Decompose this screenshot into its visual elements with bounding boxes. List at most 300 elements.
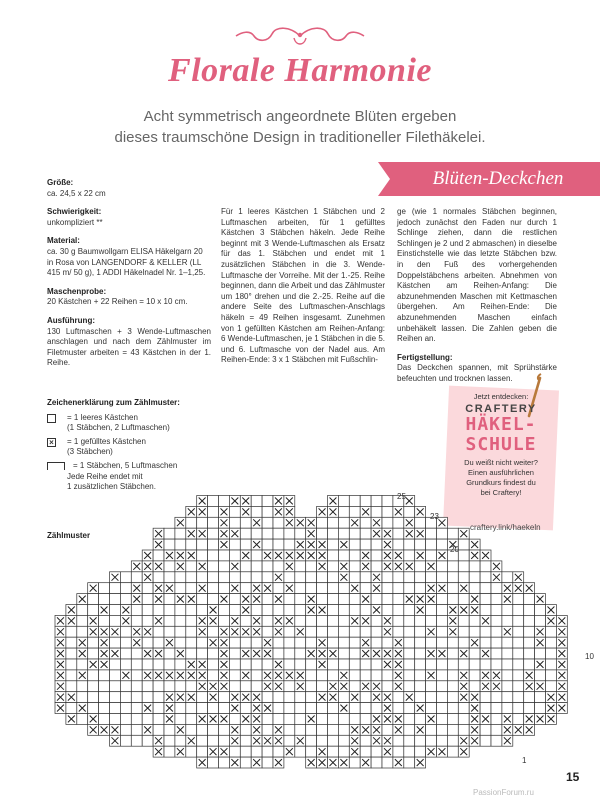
chart-cell xyxy=(306,572,317,583)
chart-cell xyxy=(437,659,448,670)
chart-cell xyxy=(480,572,491,583)
chart-cell xyxy=(524,626,535,637)
chart-cell xyxy=(88,648,99,659)
chart-cell xyxy=(175,572,186,583)
chart-cell xyxy=(88,681,99,692)
chart-cell xyxy=(186,615,197,626)
chart-cell xyxy=(360,528,371,539)
chart-cell xyxy=(371,703,382,714)
chart-cell xyxy=(262,615,273,626)
chart-cell xyxy=(349,528,360,539)
chart-cell xyxy=(306,703,317,714)
chart-cell xyxy=(208,496,219,507)
chart-cell xyxy=(382,605,393,616)
promo-text-3: Grundkurs findest du xyxy=(466,478,536,487)
chart-cell xyxy=(513,714,524,725)
chart-cell xyxy=(240,539,251,550)
chart-cell xyxy=(426,605,437,616)
chart-cell xyxy=(295,605,306,616)
legend-arch-text: = 1 Stäbchen, 5 Luftmaschen xyxy=(73,460,178,470)
chart-cell xyxy=(240,757,251,768)
chart-cell xyxy=(317,670,328,681)
chart-cell xyxy=(502,572,513,583)
chart-cell xyxy=(404,539,415,550)
chart-cell xyxy=(153,703,164,714)
chart-cell xyxy=(328,724,339,735)
instructions-value: 130 Luftmaschen + 3 Wende-Luftmaschen anschlagen und nach dem Zählmuster im Filetmuster arbeiten = 43 Kästchen in der 1. Reihe. xyxy=(47,326,211,368)
chart-cell xyxy=(426,735,437,746)
chart-cell xyxy=(219,615,230,626)
chart-label: Zählmuster xyxy=(47,531,91,540)
chart-cell xyxy=(338,615,349,626)
chart-cell xyxy=(240,615,251,626)
chart-cell xyxy=(240,583,251,594)
chart-cell xyxy=(491,626,502,637)
chart-cell xyxy=(131,703,142,714)
chart-cell xyxy=(524,703,535,714)
chart-cell xyxy=(120,714,131,725)
chart-cell xyxy=(382,506,393,517)
chart-cell xyxy=(240,572,251,583)
chart-cell xyxy=(142,583,153,594)
chart-cell xyxy=(240,561,251,572)
chart-cell xyxy=(491,594,502,605)
chart-cell xyxy=(186,583,197,594)
chart-cell xyxy=(262,528,273,539)
chart-cell xyxy=(328,746,339,757)
chart-cell xyxy=(306,637,317,648)
chart-cell xyxy=(164,594,175,605)
chart-cell xyxy=(120,703,131,714)
chart-cell xyxy=(502,637,513,648)
chart-cell xyxy=(317,594,328,605)
chart-cell xyxy=(208,517,219,528)
chart-cell xyxy=(273,539,284,550)
chart-cell xyxy=(164,746,175,757)
chart-cell xyxy=(251,605,262,616)
chart-cell xyxy=(219,757,230,768)
chart-cell xyxy=(110,637,121,648)
chart-cell xyxy=(502,703,513,714)
chart-cell xyxy=(360,605,371,616)
chart-cell xyxy=(131,659,142,670)
chart-cell xyxy=(371,670,382,681)
material-value: ca. 30 g Baumwollgarn ELISA Häkelgarn 20 in Rosa von LANGENDORF & KELLER (LL 415 m/ 50 g), 1 ADDI Häkelnadel Nr. 1–1,25. xyxy=(47,246,206,278)
chart-cell xyxy=(426,692,437,703)
chart-cell xyxy=(142,714,153,725)
chart-cell xyxy=(262,659,273,670)
chart-cell xyxy=(393,626,404,637)
chart-cell xyxy=(480,637,491,648)
chart-cell xyxy=(120,648,131,659)
chart-cell xyxy=(306,561,317,572)
chart-cell xyxy=(120,626,131,637)
chart-cell xyxy=(284,626,295,637)
chart-cell xyxy=(328,735,339,746)
chart-cell xyxy=(371,626,382,637)
chart-cell xyxy=(338,517,349,528)
chart-cell xyxy=(447,681,458,692)
chart-cell xyxy=(437,724,448,735)
chart-cell xyxy=(142,594,153,605)
chart-cell xyxy=(458,724,469,735)
chart-cell xyxy=(328,714,339,725)
chart-cell xyxy=(164,681,175,692)
chart-cell xyxy=(164,561,175,572)
chart-cell xyxy=(273,517,284,528)
chart-cell xyxy=(393,539,404,550)
chart-cell xyxy=(513,659,524,670)
chart-cell xyxy=(120,637,131,648)
chart-cell xyxy=(142,637,153,648)
chart-cell xyxy=(240,703,251,714)
chart-cell xyxy=(437,594,448,605)
section-banner-text: Blüten-Deckchen xyxy=(432,168,564,189)
chart-cell xyxy=(186,724,197,735)
chart-cell xyxy=(360,735,371,746)
chart-cell xyxy=(338,724,349,735)
legend-note-1: Jede Reihe endet mit xyxy=(67,471,143,481)
chart-cell xyxy=(175,637,186,648)
chart-cell xyxy=(284,714,295,725)
finishing-value: Das Deckchen spannen, mit Sprühstärke befeuchten und trocknen lassen. xyxy=(397,363,557,383)
chart-cell xyxy=(229,681,240,692)
chart-cell xyxy=(208,528,219,539)
chart-cell xyxy=(142,605,153,616)
chart-cell xyxy=(153,692,164,703)
chart-cell xyxy=(371,637,382,648)
chart-cell xyxy=(273,692,284,703)
chart-cell xyxy=(197,594,208,605)
promo-text-2: Einen ausführlichen xyxy=(468,468,534,477)
chart-cell xyxy=(186,517,197,528)
chart-cell xyxy=(404,757,415,768)
chart-cell xyxy=(371,615,382,626)
chart-cell xyxy=(208,724,219,735)
chart-cell xyxy=(404,550,415,561)
chart-cell xyxy=(262,757,273,768)
chart-cell xyxy=(110,583,121,594)
chart-cell xyxy=(142,735,153,746)
chart-cell xyxy=(131,714,142,725)
chart-cell xyxy=(229,539,240,550)
chart-cell xyxy=(208,550,219,561)
chart-cell xyxy=(513,626,524,637)
chart-cell xyxy=(426,539,437,550)
chart-cell xyxy=(219,692,230,703)
chart-cell xyxy=(328,539,339,550)
chart-cell xyxy=(164,615,175,626)
chart-cell xyxy=(393,517,404,528)
chart-cell xyxy=(437,735,448,746)
chart-cell xyxy=(229,648,240,659)
chart-cell xyxy=(360,746,371,757)
chart-cell xyxy=(251,496,262,507)
chart-cell xyxy=(306,670,317,681)
chart-cell xyxy=(360,539,371,550)
chart-cell xyxy=(251,550,262,561)
chart-cell xyxy=(338,648,349,659)
chart-cell xyxy=(295,659,306,670)
chart-cell xyxy=(99,594,110,605)
chart-cell xyxy=(208,626,219,637)
chart-cell xyxy=(458,539,469,550)
chart-cell xyxy=(338,692,349,703)
chart-cell xyxy=(426,724,437,735)
chart-cell xyxy=(110,615,121,626)
chart-cell xyxy=(208,561,219,572)
chart-cell xyxy=(240,528,251,539)
page-number: 15 xyxy=(566,770,580,784)
chart-cell xyxy=(295,724,306,735)
chart-cell xyxy=(153,605,164,616)
chart-cell xyxy=(469,572,480,583)
legend-title: Zeichenerklärung zum Zählmuster: xyxy=(47,398,180,407)
chart-cell xyxy=(110,605,121,616)
chart-cell xyxy=(284,572,295,583)
chart-cell xyxy=(317,735,328,746)
chart-cell xyxy=(393,572,404,583)
instructions-continued: ge (wie 1 normales Stäbchen beginnen, jedoch zunächst den Faden nur durch 1 Schlinge ziehen, dann die restlichen Schlingen je 2 und 2 abmaschen) in dieselbe Einstichstelle wie das letzte Stäbchen bzw. in den Fuß des vorhergehenden Doppelstäbchens arbeiten. Abnehmen von Kästchen am Reihen-Anfang: Die abzunehmenden Maschen mit Kettmaschen übergehen. Am Reihen-Ende: Die abzunehmenden Maschen einfach unbehäkelt lassen. Die Zahlen geben die Reihen an. xyxy=(397,207,557,344)
chart-cell xyxy=(458,714,469,725)
chart-cell xyxy=(382,572,393,583)
chart-cell xyxy=(229,637,240,648)
chart-cell xyxy=(447,648,458,659)
chart-cell xyxy=(317,583,328,594)
chart-cell xyxy=(142,659,153,670)
chart-cell xyxy=(284,681,295,692)
chart-cell xyxy=(513,681,524,692)
chart-cell xyxy=(142,692,153,703)
chart-cell xyxy=(273,561,284,572)
chart-cell xyxy=(458,550,469,561)
chart-cell xyxy=(513,703,524,714)
chart-cell xyxy=(404,506,415,517)
chart-cell xyxy=(317,517,328,528)
chart-cell xyxy=(120,724,131,735)
chart-cell xyxy=(262,724,273,735)
chart-cell xyxy=(426,572,437,583)
chart-cell xyxy=(415,670,426,681)
chart-cell xyxy=(513,594,524,605)
row-label-10: 10 xyxy=(585,652,594,661)
chart-cell xyxy=(480,626,491,637)
difficulty-value: unkompliziert ** xyxy=(47,217,103,227)
promo-link[interactable]: craftery.link/haekeln xyxy=(470,523,541,532)
chart-cell xyxy=(458,637,469,648)
chart-cell xyxy=(426,637,437,648)
chart-cell xyxy=(284,648,295,659)
chart-cell xyxy=(415,572,426,583)
chart-cell xyxy=(186,561,197,572)
chart-cell xyxy=(273,605,284,616)
chart-cell xyxy=(88,703,99,714)
chart-cell xyxy=(66,703,77,714)
chart-cell xyxy=(469,626,480,637)
chart-cell xyxy=(480,659,491,670)
chart-cell xyxy=(349,561,360,572)
chart-cell xyxy=(360,692,371,703)
chart-cell xyxy=(110,681,121,692)
chart-cell xyxy=(437,626,448,637)
chart-cell xyxy=(317,615,328,626)
chart-cell xyxy=(77,681,88,692)
chart-cell xyxy=(77,692,88,703)
chart-cell xyxy=(447,583,458,594)
chart-cell xyxy=(197,637,208,648)
chart-cell xyxy=(295,528,306,539)
chart-cell xyxy=(153,714,164,725)
watermark: PassionForum.ru xyxy=(473,788,534,797)
chart-cell xyxy=(328,517,339,528)
chart-cell xyxy=(480,583,491,594)
chart-cell xyxy=(99,670,110,681)
chart-cell xyxy=(273,746,284,757)
chart-cell xyxy=(197,648,208,659)
chart-cell xyxy=(491,615,502,626)
chart-cell xyxy=(393,703,404,714)
chart-cell xyxy=(404,735,415,746)
chart-cell xyxy=(393,528,404,539)
chart-cell xyxy=(262,517,273,528)
chart-cell xyxy=(426,703,437,714)
chart-cell xyxy=(469,648,480,659)
chart-cell xyxy=(328,637,339,648)
chart-cell xyxy=(99,681,110,692)
chart-cell xyxy=(131,615,142,626)
chart-cell xyxy=(546,626,557,637)
chart-cell xyxy=(251,659,262,670)
chart-cell xyxy=(382,496,393,507)
chart-cell xyxy=(491,583,502,594)
chart-cell xyxy=(513,637,524,648)
chart-cell xyxy=(77,626,88,637)
chart-cell xyxy=(502,615,513,626)
chart-cell xyxy=(491,703,502,714)
chart-cell xyxy=(338,550,349,561)
chart-cell xyxy=(469,670,480,681)
chart-cell xyxy=(197,703,208,714)
chart-cell xyxy=(502,670,513,681)
chart-cell xyxy=(513,670,524,681)
chart-cell xyxy=(382,724,393,735)
chart-cell xyxy=(208,583,219,594)
chart-cell xyxy=(284,637,295,648)
chart-cell xyxy=(404,714,415,725)
chart-cell xyxy=(142,615,153,626)
chart-cell xyxy=(502,692,513,703)
chart-cell xyxy=(447,528,458,539)
promo-brand: CRAFTERY xyxy=(465,403,537,415)
chart-cell xyxy=(262,626,273,637)
chart-cell xyxy=(349,550,360,561)
chart-cell xyxy=(284,539,295,550)
chart-cell xyxy=(349,605,360,616)
chart-cell xyxy=(360,714,371,725)
chart-cell xyxy=(338,626,349,637)
chart-cell xyxy=(77,659,88,670)
chart-cell xyxy=(415,583,426,594)
chart-cell xyxy=(338,496,349,507)
chart-cell xyxy=(164,648,175,659)
chart-cell xyxy=(491,637,502,648)
chart-cell xyxy=(458,626,469,637)
chart-cell xyxy=(110,714,121,725)
chart-cell xyxy=(458,659,469,670)
chart-cell xyxy=(164,735,175,746)
chart-cell xyxy=(338,714,349,725)
chart-cell xyxy=(273,648,284,659)
chart-cell xyxy=(437,561,448,572)
chart-cell xyxy=(120,681,131,692)
chart-cell xyxy=(120,735,131,746)
chart-cell xyxy=(251,572,262,583)
chart-cell xyxy=(437,528,448,539)
chart-cell xyxy=(404,626,415,637)
chart-cell xyxy=(404,615,415,626)
chart-cell xyxy=(186,648,197,659)
chart-cell xyxy=(426,681,437,692)
chart-cell xyxy=(447,561,458,572)
chart-cell xyxy=(175,735,186,746)
chart-cell xyxy=(295,637,306,648)
chart-cell xyxy=(240,681,251,692)
chart-cell xyxy=(131,692,142,703)
chart-cell xyxy=(502,648,513,659)
chart-cell xyxy=(513,648,524,659)
chart-cell xyxy=(349,572,360,583)
chart-cell xyxy=(208,594,219,605)
chart-cell xyxy=(382,594,393,605)
instructions-column-2: Für 1 leeres Kästchen 1 Stäbchen und 2 Luftmaschen arbeiten, für 1 gefülltes Kästchen 3 Stäbchen häkeln. Jede Reihe beginnt mit 3 Wende-Luftmaschen als Ersatz für das 1. Stäbchen und endet mit 1 zusätzlichen Stäbchen in die 3. Wende-Luftmasche der Vorreihe. Mit der 1.-25. Reihe beginnen, dann die Arbeit und das Zählmuster um 180° drehen und die 2.-25. Reihe auf die andere Seite des Luftmaschen-Anschlags häkeln = 49 Reihen insgesamt. Zunehmen von 1 gefüllten Kästchen am Reihen-Anfang: 6 Wende-Luftmaschen, je 1 Stäbchen in die 5. und 6. Luftmasche von der Nadel aus. Am Reihen-Ende: 3 x 1 Stäbchen mit Fußschlin- xyxy=(221,207,385,365)
chart-cell xyxy=(240,724,251,735)
chart-cell xyxy=(197,517,208,528)
chart-cell xyxy=(415,561,426,572)
chart-cell xyxy=(219,703,230,714)
chart-cell xyxy=(142,681,153,692)
chart-cell xyxy=(197,735,208,746)
legend-filled-detail: (3 Stäbchen) xyxy=(67,447,113,457)
chart-cell xyxy=(88,605,99,616)
chart-cell xyxy=(371,550,382,561)
chart-cell xyxy=(175,583,186,594)
chart-cell xyxy=(404,605,415,616)
chart-cell xyxy=(338,735,349,746)
chart-cell xyxy=(197,539,208,550)
chart-cell xyxy=(546,681,557,692)
chart-cell xyxy=(415,746,426,757)
chart-cell xyxy=(393,746,404,757)
chart-cell xyxy=(262,496,273,507)
chart-cell xyxy=(99,615,110,626)
chart-cell xyxy=(295,692,306,703)
chart-grid xyxy=(55,496,567,769)
chart-cell xyxy=(229,594,240,605)
chart-cell xyxy=(524,648,535,659)
chart-cell xyxy=(535,648,546,659)
chart-cell xyxy=(175,539,186,550)
chart-cell xyxy=(349,637,360,648)
chart-cell xyxy=(371,561,382,572)
chart-cell xyxy=(164,724,175,735)
chart-cell xyxy=(88,670,99,681)
chart-cell xyxy=(229,670,240,681)
chart-cell xyxy=(415,517,426,528)
chart-cell xyxy=(284,692,295,703)
chart-cell xyxy=(415,659,426,670)
chart-cell xyxy=(458,572,469,583)
chart-cell xyxy=(77,615,88,626)
